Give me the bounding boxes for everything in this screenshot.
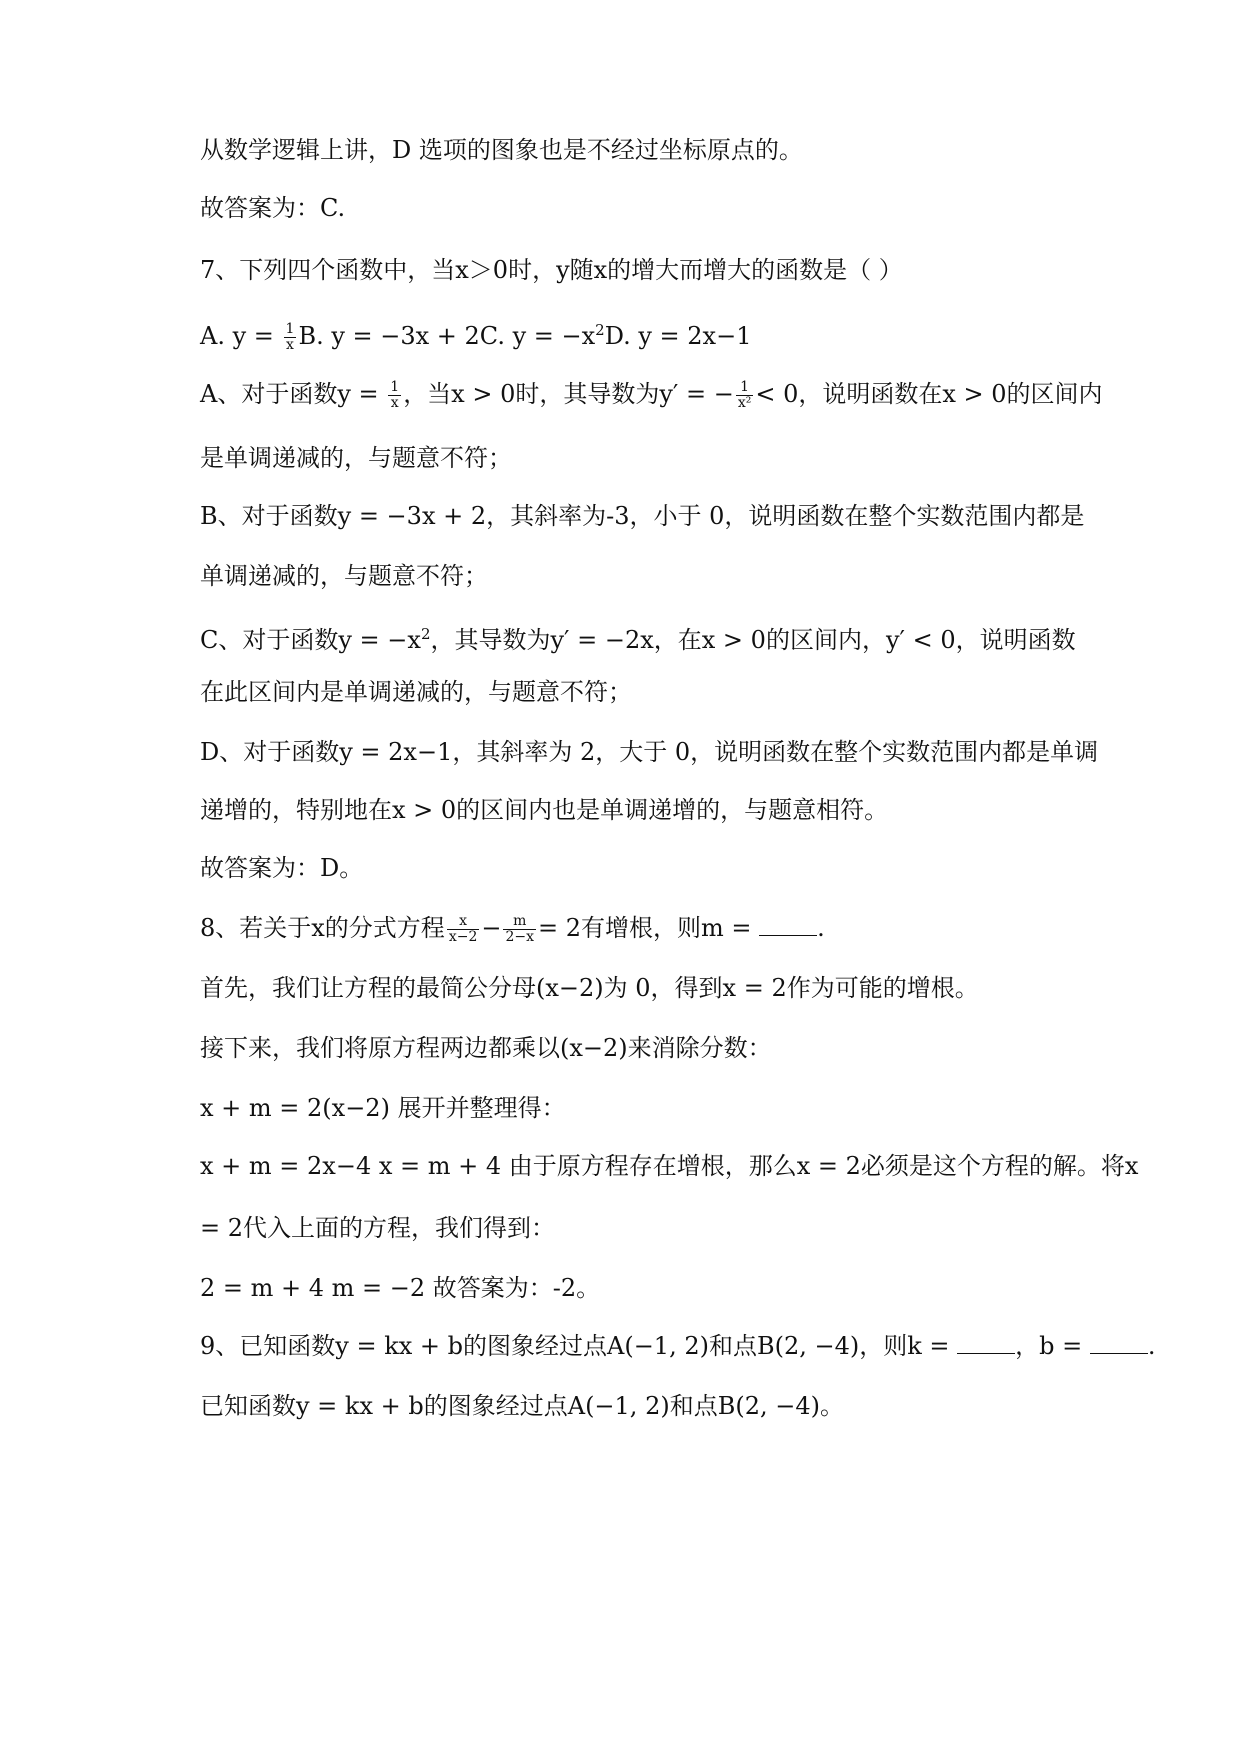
fraction: $\frac{1}{x}$ bbox=[390, 379, 400, 411]
text-line: x + m = 2(x−2) 展开并整理得： bbox=[200, 1094, 566, 1122]
answer-blank bbox=[957, 1331, 1015, 1354]
text-line: 接下来，我们将原方程两边都乘以(x−2)来消除分数： bbox=[200, 1034, 772, 1062]
text-line: 首先，我们让方程的最简公分母(x−2)为 0，得到x = 2作为可能的增根。 bbox=[200, 974, 979, 1002]
exponent: 2 bbox=[595, 321, 605, 339]
fraction: $\frac{x}{x-2}$ bbox=[448, 913, 478, 945]
fraction: $\frac{m}{2-x}$ bbox=[505, 913, 535, 945]
text-line: B、对于函数y = −3x + 2，其斜率为-3，小于 0，说明函数在整个实数范围内都是 bbox=[200, 502, 1085, 530]
text-line: x + m = 2x−4 x = m + 4 由于原方程存在增根，那么x = 2必须是这个方程的解。将x bbox=[200, 1152, 1139, 1180]
text-line: 已知函数y = kx + b的图象经过点A(−1, 2)和点B(2, −4)。 bbox=[200, 1392, 844, 1420]
fraction: $\frac{1}{\text{x²}}$ bbox=[737, 379, 752, 411]
options-text: B. y = −3x + 2C. y = −x bbox=[298, 322, 596, 350]
answer-blank bbox=[759, 913, 817, 936]
option-a-label: A. y = bbox=[200, 322, 282, 350]
question-9: 9、已知函数y = kx + b的图象经过点A(−1, 2)和点B(2, −4)，则k = ，b = . bbox=[200, 1332, 1156, 1360]
text-line: 2 = m + 4 m = −2 故答案为：-2。 bbox=[200, 1274, 601, 1302]
text-line: 递增的，特别地在x > 0的区间内也是单调递增的，与题意相符。 bbox=[200, 796, 889, 824]
fraction: $\frac{1}{x}$ bbox=[285, 321, 295, 353]
text-line: = 2代入上面的方程，我们得到： bbox=[200, 1214, 556, 1242]
text-line: 单调递减的，与题意不符； bbox=[200, 562, 488, 590]
text-line: 故答案为：C. bbox=[200, 194, 346, 222]
text-line: 在此区间内是单调递减的，与题意不符； bbox=[200, 678, 632, 706]
text-line: 是单调递减的，与题意不符； bbox=[200, 444, 512, 472]
solution-c-line: C、对于函数$y = -x^2$，其导数为y′ = −2x，在x > 0的区间内，y′ < 0，说明函数 bbox=[200, 625, 1076, 654]
question-8: 8、若关于x的分式方程 $\frac{x}{x-2}$ − $\frac{m}{2-x}$ = 2有增根，则m = . bbox=[200, 913, 825, 945]
option-d-text: D. y = 2x−1 bbox=[604, 322, 752, 350]
text-line: 从数学逻辑上讲，D 选项的图象也是不经过坐标原点的。 bbox=[200, 136, 803, 164]
exponent: 2 bbox=[420, 625, 431, 643]
question-7-options bbox=[200, 314, 1091, 353]
answer-blank bbox=[1090, 1331, 1148, 1354]
text-line: 故答案为：D。 bbox=[200, 854, 364, 882]
question-7: 7、下列四个函数中，当x＞0时，y随x的增大而增大的函数是（ ） bbox=[200, 256, 903, 284]
solution-a-line: A、对于函数y = $\frac{1}{x}$ ，当x > 0时，其导数为y′ = − $\frac{1}{\text{x²}}$ < 0，说明函数在x > 0的区间内 bbox=[200, 379, 1103, 411]
text-line: D、对于函数y = 2x−1，其斜率为 2，大于 0，说明函数在整个实数范围内都是单调 bbox=[200, 738, 1099, 766]
